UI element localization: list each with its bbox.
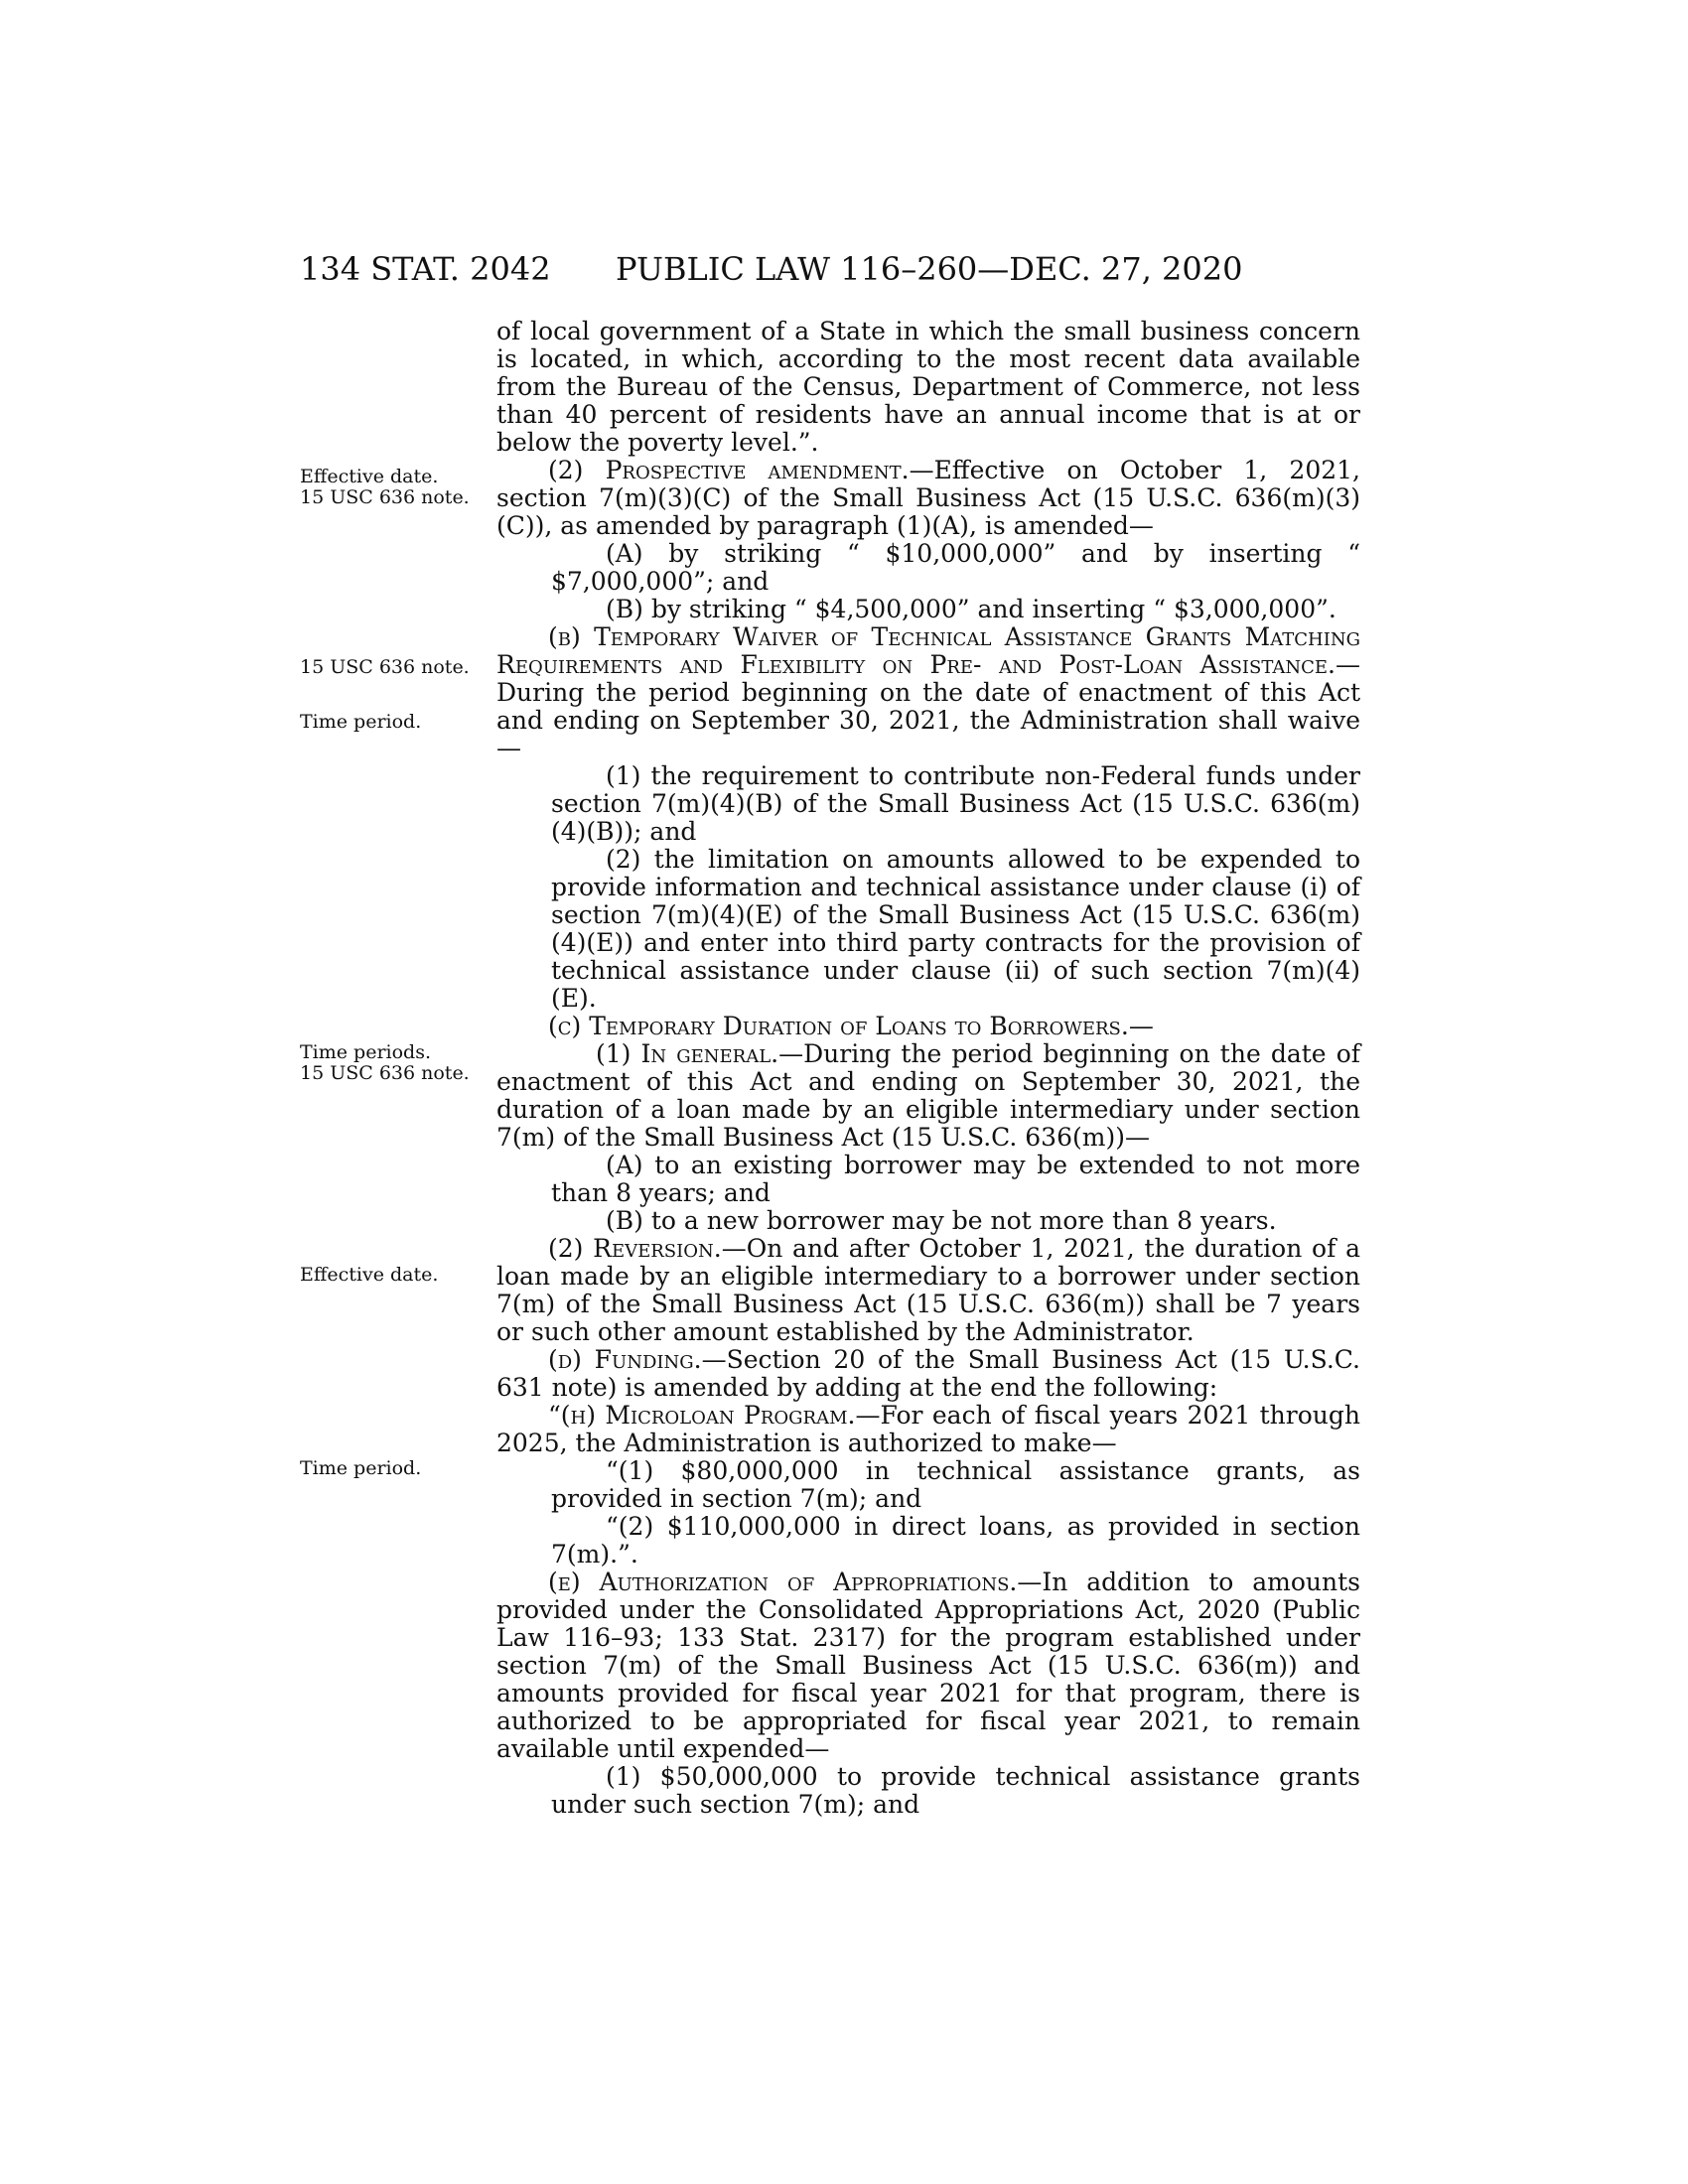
paragraph: (d) Funding.—Section 20 of the Small Business Act (15 U.S.C. 631 note) is amended by adding at the end the following: (496, 1345, 1360, 1402)
paragraph: (B) to a new borrower may be not more than 8 years. (606, 1206, 1277, 1235)
margin-note: Effective date. (300, 466, 439, 487)
subsection-heading: “(h) Microloan Program. (548, 1401, 856, 1430)
stat-page-number: 134 STAT. 2042 (300, 250, 551, 288)
margin-note: 15 USC 636 note. (300, 656, 470, 678)
subsection-heading: (d) Funding. (548, 1345, 702, 1374)
subsection-heading: (1) In general. (596, 1039, 779, 1068)
subsection-heading: (2) Reversion. (548, 1234, 722, 1263)
subsection-heading: (b) Temporary Waiver of Technical Assistance Grants Matching Requirements and Flexibility on Pre- and Post-Loan Assistance. (496, 622, 1360, 679)
paragraph: (B) by striking “ $4,500,000” and inserting “ $3,000,000”. (606, 595, 1336, 623)
paragraph: (1) $50,000,000 to provide technical assistance grants under such section 7(m); and (551, 1762, 1360, 1819)
subsection-heading: (e) Authorization of Appropriations. (548, 1568, 1018, 1596)
margin-note: Time period. (300, 1457, 422, 1479)
paragraph: (2) Prospective amendment.—Effective on October 1, 2021, section 7(m)(3)(C) of the Small Business Act (15 U.S.C. 636(m)(3)(C)), as amended by paragraph (1)(A), is amended— (496, 456, 1360, 540)
subsection-heading: (2) Prospective amendment. (548, 456, 910, 484)
margin-note: Time periods. (300, 1041, 432, 1063)
paragraph: “(h) Microloan Program.—For each of fiscal years 2021 through 2025, the Administration is authorized to make— (496, 1401, 1360, 1457)
paragraph: (2) the limitation on amounts allowed to be expended to provide information and technical assistance under clause (i) of section 7(m)(4)(E) of the Small Business Act (15 U.S.C. 636(m)(4)(E)) and enter into third party contracts for the provision of technical assistance under clause (ii) of such section 7(m)(4)(E). (551, 845, 1360, 1013)
paragraph: “(2) $110,000,000 in direct loans, as provided in section 7(m).”. (551, 1512, 1360, 1569)
paragraph: (e) Authorization of Appropriations.—In addition to amounts provided under the Consolidated Appropriations Act, 2020 (Public Law 116–93; 133 Stat. 2317) for the program established under section 7(m) of the Small Business Act (15 U.S.C. 636(m)) and amounts provided for fiscal year 2021 for that program, there is authorized to be appropriated for fiscal year 2021, to remain available until expended— (496, 1568, 1360, 1763)
paragraph: of local government of a State in which the small business concern is located, in which, according to the most recent data available from the Bureau of the Census, Department of Commerce, not less than 40 percent of residents have an annual income that is at or below the poverty level.”. (496, 317, 1360, 457)
paragraph: (A) by striking “ $10,000,000” and by inserting “ $7,000,000”; and (551, 539, 1360, 596)
paragraph: (1) In general.—During the period beginning on the date of enactment of this Act and ending on September 30, 2021, the duration of a loan made by an eligible intermediary under section 7(m) of the Small Business Act (15 U.S.C. 636(m))— (496, 1039, 1360, 1152)
margin-note: 15 USC 636 note. (300, 486, 470, 508)
subsection-heading: (c) Temporary Duration of Loans to Borrowers. (548, 1012, 1129, 1040)
paragraph: (c) Temporary Duration of Loans to Borrowers.— (548, 1012, 1154, 1040)
margin-note: Time period. (300, 711, 422, 733)
paragraph: (2) Reversion.—On and after October 1, 2021, the duration of a loan made by an eligible intermediary to a borrower under section 7(m) of the Small Business Act (15 U.S.C. 636(m)) shall be 7 years or such other amount established by the Administrator. (496, 1234, 1360, 1346)
running-head-title: PUBLIC LAW 116–260—DEC. 27, 2020 (616, 250, 1243, 288)
statute-body (496, 318, 1360, 1819)
paragraph: “(1) $80,000,000 in technical assistance grants, as provided in section 7(m); and (551, 1456, 1360, 1513)
margin-note: 15 USC 636 note. (300, 1062, 470, 1084)
paragraph: (b) Temporary Waiver of Technical Assistance Grants Matching Requirements and Flexibility on Pre- and Post-Loan Assistance.—During the period beginning on the date of enactment of this Act and ending on September 30, 2021, the Administration shall waive— (496, 622, 1360, 762)
paragraph: (1) the requirement to contribute non-Federal funds under section 7(m)(4)(B) of the Small Business Act (15 U.S.C. 636(m)(4)(B)); and (551, 761, 1360, 846)
paragraph: (A) to an existing borrower may be extended to not more than 8 years; and (551, 1151, 1360, 1207)
margin-note: Effective date. (300, 1264, 439, 1286)
